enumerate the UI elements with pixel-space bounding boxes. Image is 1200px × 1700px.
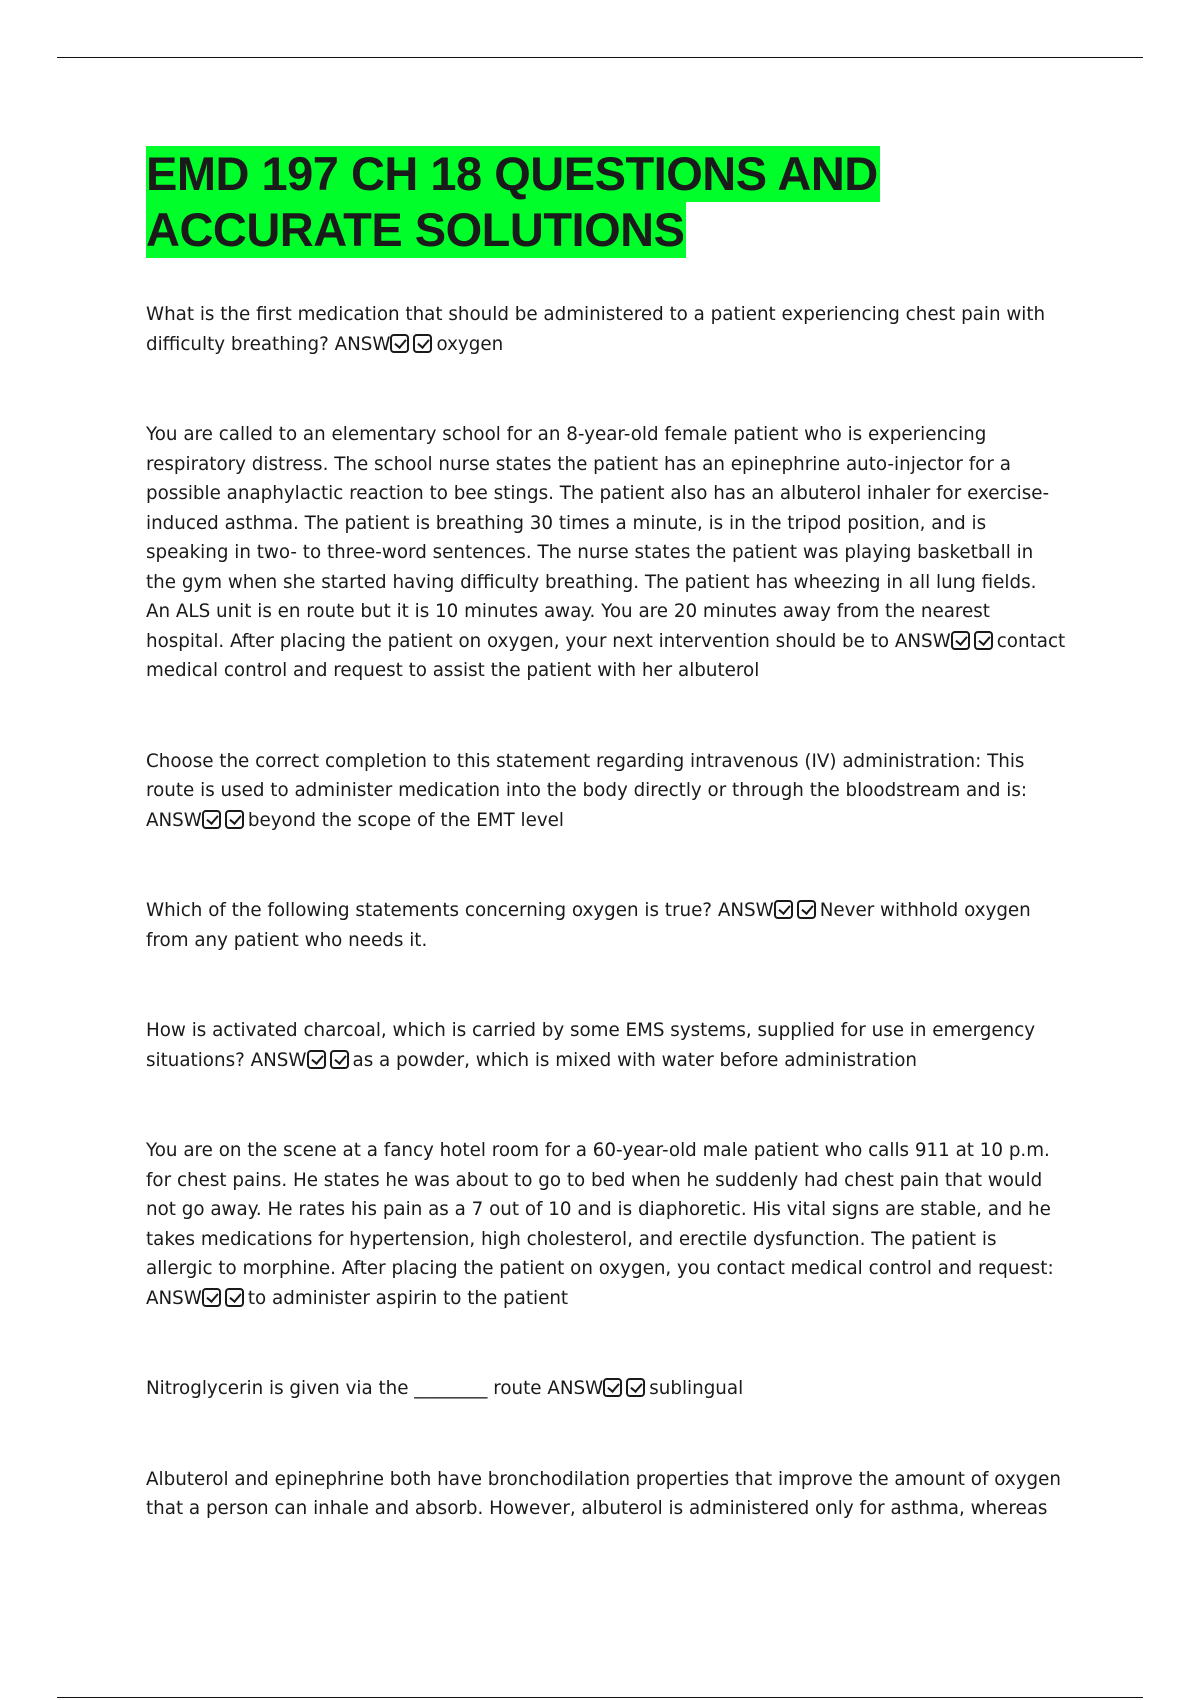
check-box-icon: [413, 334, 432, 353]
check-box-icon: [974, 631, 993, 650]
check-box-icon: [330, 1050, 349, 1069]
question-text: How is activated charcoal, which is carried by some EMS systems, supplied for use in emergency situations?: [146, 1020, 1036, 1071]
answer-text: oxygen: [436, 333, 504, 355]
answer-marker: ANSW: [717, 900, 774, 921]
answer-marker: ANSW: [250, 1049, 307, 1071]
check-box-icon: [390, 334, 409, 353]
question-text: You are on the scene at a fancy hotel room for a 60-year-old male patient who calls 911 at 10 p.m. for chest pains. He states he was about to go to bed when he suddenly had chest pain that would not go away. He rates his pain as a 7 out of 10 and is diaphoretic. His vital signs are stable, and he takes medications for hypertension, high cholesterol, and erectile dysfunction. The patient is allergic to morphine. After placing the patient on oxygen, you contact medical control and request:: [146, 1140, 1054, 1279]
qa-item-4: [146, 896, 1066, 955]
check-box-icon: [774, 900, 793, 919]
answer-marker: ANSW: [334, 333, 391, 355]
answer-text: beyond the scope of the EMT level: [247, 809, 564, 831]
qa-item-1: [146, 300, 1066, 359]
check-box-icon: [603, 1378, 622, 1397]
question-text: Nitroglycerin is given via the ________ route: [146, 1378, 542, 1399]
answer-marker: ANSW: [146, 1287, 202, 1309]
title-line-1: EMD 197 CH 18 QUESTIONS AND: [146, 147, 878, 200]
answer-marker: ANSW: [894, 630, 951, 652]
question-text: You are called to an elementary school for an 8-year-old female patient who is experiencing respiratory distress. The school nurse states the patient has an epinephrine auto-injector for a possible anaphylactic reaction to bee stings. The patient also has an albuterol inhaler for exercise-induced asthma. The patient is breathing 30 times a minute, is in the tripod position, and is speaking in two- to three-word sentences. The nurse states the patient was playing basketball in the gym when she started having difficulty breathing. The patient has wheezing in all lung fields. An ALS unit is en route but it is 10 minutes away. You are 20 minutes away from the nearest hospital. After placing the patient on oxygen, your next intervention should be to: [146, 424, 1050, 652]
answer-text: contact medical control and request to assist the patient with her albuterol: [146, 630, 1066, 681]
check-box-icon: [626, 1378, 645, 1397]
bottom-rule: [57, 1697, 1143, 1698]
answer-text: as a powder, which is mixed with water before administration: [352, 1049, 917, 1071]
answer-text: to administer aspirin to the patient: [247, 1287, 569, 1309]
question-list: [146, 300, 1066, 1585]
qa-item-3: [146, 747, 1066, 836]
check-box-icon: [307, 1050, 326, 1069]
qa-item-7: [146, 1374, 1066, 1404]
answer-text: sublingual: [649, 1378, 744, 1399]
qa-item-5: [146, 1016, 1066, 1075]
question-text: Which of the following statements concerning oxygen is true?: [146, 900, 713, 921]
check-box-icon: [797, 900, 816, 919]
question-text: What is the first medication that should be administered to a patient experiencing chest pain with difficulty breathing?: [146, 304, 1046, 355]
qa-item-2: [146, 420, 1066, 686]
top-rule: [57, 57, 1143, 58]
title-line-2: ACCURATE SOLUTIONS: [146, 203, 685, 256]
answer-text: Never withhold oxygen from any patient who needs it.: [146, 900, 1031, 951]
question-text: Choose the correct completion to this statement regarding intravenous (IV) administration: This route is used to administer medication into the body directly or through the bloodstream and is:: [146, 750, 1028, 801]
check-box-icon: [225, 1288, 244, 1307]
answer-marker: ANSW: [146, 809, 202, 831]
answer-marker: ANSW: [547, 1378, 604, 1399]
check-box-icon: [951, 631, 970, 650]
check-box-icon: [202, 810, 221, 829]
check-box-icon: [202, 1288, 221, 1307]
page-title: [146, 146, 1106, 258]
trailing-paragraph: Albuterol and epinephrine both have bronchodilation properties that improve the amount of oxygen that a person can inhale and absorb. However, albuterol is administered only for asthma, whereas: [146, 1468, 1061, 1519]
qa-item-6: [146, 1136, 1066, 1313]
check-box-icon: [225, 810, 244, 829]
